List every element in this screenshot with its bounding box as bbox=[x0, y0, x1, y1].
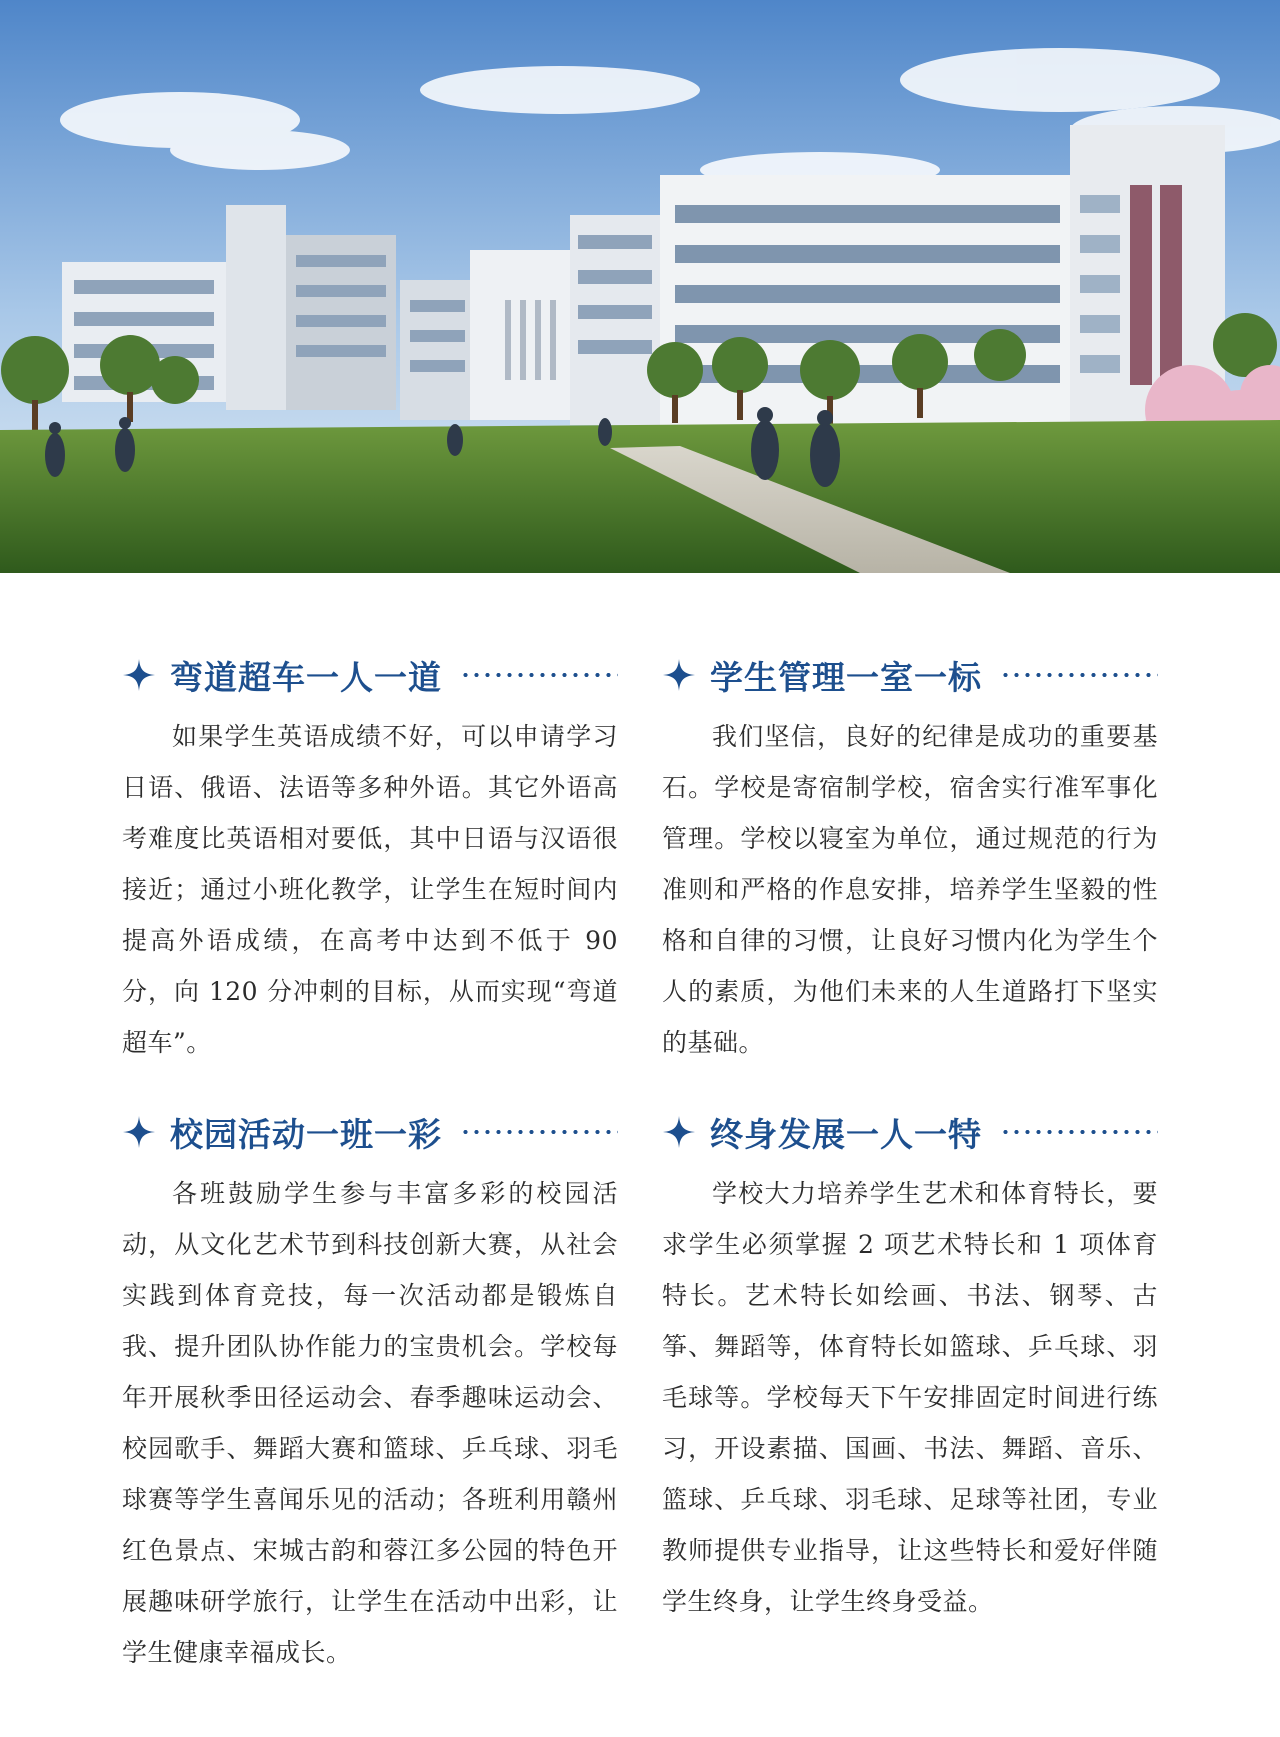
campus-hero-image bbox=[0, 0, 1280, 573]
section-body: 各班鼓励学生参与丰富多彩的校园活动，从文化艺术节到科技创新大赛，从社会实践到体育竞技，每一次活动都是锻炼自我、提升团队协作能力的宝贵机会。学校每年开展秋季田径运动会、春季趣味运动会、校园歌手、舞蹈大赛和篮球、乒乓球、羽毛球赛等学生喜闻乐见的活动；各班利用赣州红色景点、宋城古韵和蓉江多公园的特色开展趣味研学旅行，让学生在活动中出彩，让学生健康幸福成长。 bbox=[122, 1179, 618, 1667]
section-body: 如果学生英语成绩不好，可以申请学习日语、俄语、法语等多种外语。其它外语高考难度比英语相对要低，其中日语与汉语很接近；通过小班化教学，让学生在短时间内提高外语成绩，在高考中达到不低于 90 分，向 120 分冲刺的目标，从而实现“弯道超车”。 bbox=[122, 722, 618, 1057]
section-title: 终身发展一人一特 bbox=[710, 1114, 982, 1154]
article-content bbox=[0, 573, 1280, 1737]
four-point-star-icon bbox=[662, 1115, 696, 1149]
section-body: 我们坚信，良好的纪律是成功的重要基石。学校是寄宿制学校，宿舍实行准军事化管理。学校以寝室为单位，通过规范的行为准则和严格的作息安排，培养学生坚毅的性格和自律的习惯，让良好习惯内化为学生个人的素质，为他们未来的人生道路打下坚实的基础。 bbox=[662, 722, 1158, 1057]
section-curve-overtaking bbox=[122, 651, 618, 1068]
section-body: 学校大力培养学生艺术和体育特长，要求学生必须掌握 2 项艺术特长和 1 项体育特长。艺术特长如绘画、书法、钢琴、古筝、舞蹈等，体育特长如篮球、乒乓球、羽毛球等。学校每天下午安排固定时间进行练习，开设素描、国画、书法、舞蹈、音乐、篮球、乒乓球、羽毛球、足球等社团，专业教师提供专业指导，让这些特长和爱好伴随学生终身，让学生终身受益。 bbox=[662, 1179, 1158, 1616]
dotted-divider bbox=[1000, 1129, 1158, 1135]
dotted-divider bbox=[1000, 672, 1158, 678]
four-point-star-icon bbox=[122, 1115, 156, 1149]
section-campus-activities bbox=[122, 1108, 618, 1678]
four-point-star-icon bbox=[122, 658, 156, 692]
section-title: 学生管理一室一标 bbox=[710, 657, 982, 697]
four-point-star-icon bbox=[662, 658, 696, 692]
campus-illustration bbox=[0, 0, 1280, 573]
right-column bbox=[662, 651, 1158, 1667]
section-lifelong-development bbox=[662, 1108, 1158, 1627]
dotted-divider bbox=[460, 672, 618, 678]
section-header bbox=[122, 1108, 618, 1156]
section-title: 校园活动一班一彩 bbox=[170, 1114, 442, 1154]
section-title: 弯道超车一人一道 bbox=[170, 657, 442, 697]
section-header bbox=[662, 1108, 1158, 1156]
dotted-divider bbox=[460, 1129, 618, 1135]
section-student-management bbox=[662, 651, 1158, 1068]
left-column bbox=[122, 651, 618, 1718]
lawn bbox=[0, 420, 1280, 573]
section-header bbox=[122, 651, 618, 699]
section-header bbox=[662, 651, 1158, 699]
